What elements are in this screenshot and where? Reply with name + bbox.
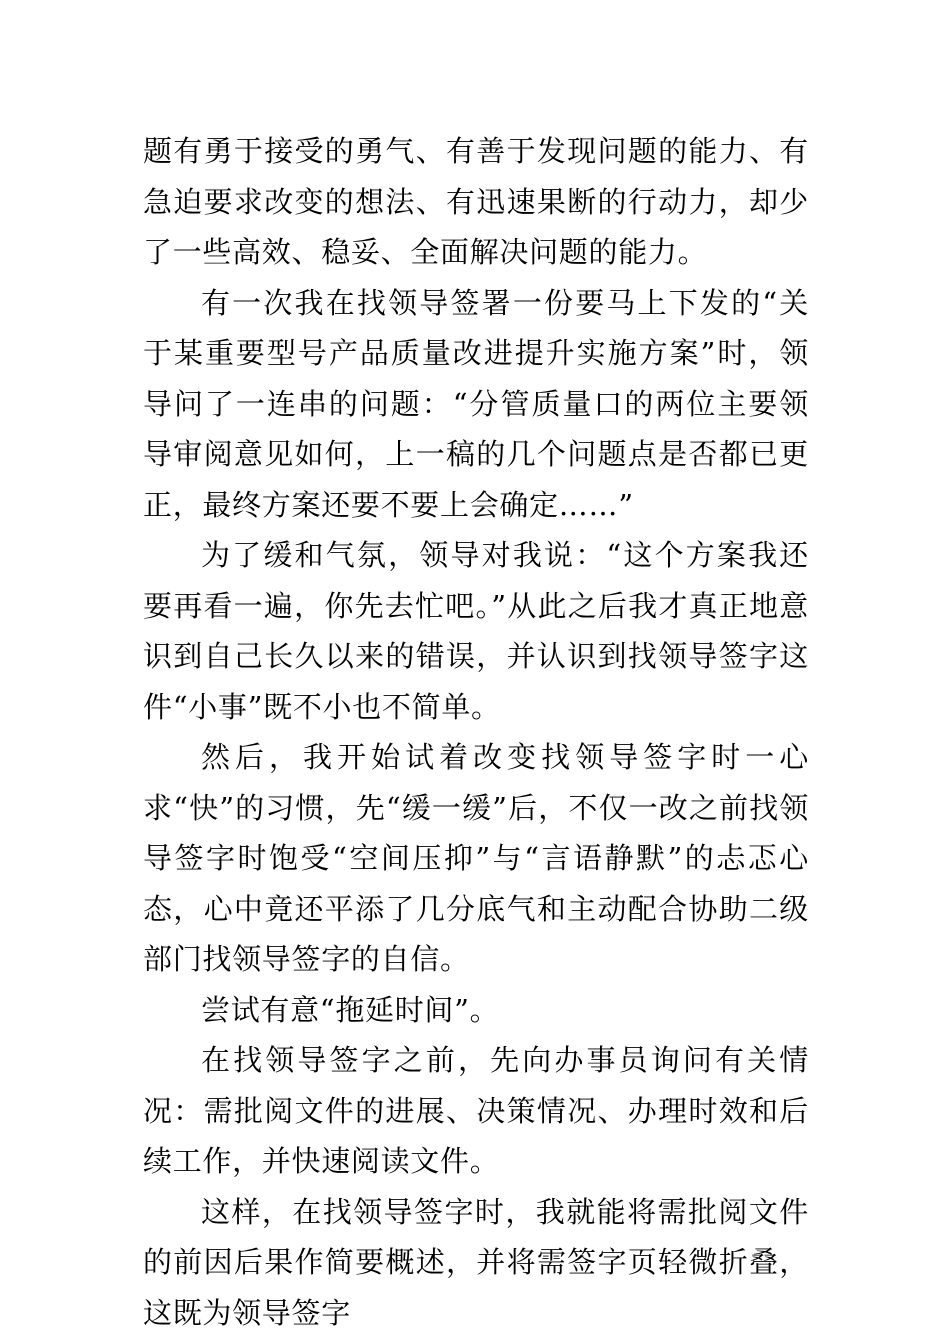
paragraph-1: 题有勇于接受的勇气、有善于发现问题的能力、有急迫要求改变的想法、有迅速果断的行动力，却少了一些高效、稳妥、全面解决问题的能力。 — [143, 134, 809, 269]
paragraph-6: 在找领导签字之前，先向办事员询问有关情况：需批阅文件的进展、决策情况、办理时效和后续工作，并快速阅读文件。 — [143, 1043, 809, 1178]
paragraph-7: 这样，在找领导签字时，我就能将需批阅文件的前因后果作简要概述，并将需签字页轻微折叠，这既为领导签字 — [143, 1194, 809, 1330]
paragraph-2: 有一次我在找领导签署一份要马上下发的“关于某重要型号产品质量改进提升实施方案”时，领导问了一连串的问题：“分管质量口的两位主要领导审阅意见如何，上一稿的几个问题点是否都已更正，最终方案还要不要上会确定……” — [143, 285, 809, 522]
paragraph-3: 为了缓和气氛，领导对我说：“这个方案我还要再看一遍，你先去忙吧。”从此之后我才真正地意识到自己长久以来的错误，并认识到找领导签字这件“小事”既不小也不简单。 — [143, 538, 809, 724]
paragraph-4: 然后，我开始试着改变找领导签字时一心求“快”的习惯，先“缓一缓”后，不仅一改之前找领导签字时饱受“空间压抑”与“言语静默”的忐忑心态，心中竟还平添了几分底气和主动配合协助二级部门找领导签字的自信。 — [143, 740, 809, 976]
paragraph-5: 尝试有意“拖延时间”。 — [201, 992, 500, 1027]
document-body — [143, 126, 809, 1338]
